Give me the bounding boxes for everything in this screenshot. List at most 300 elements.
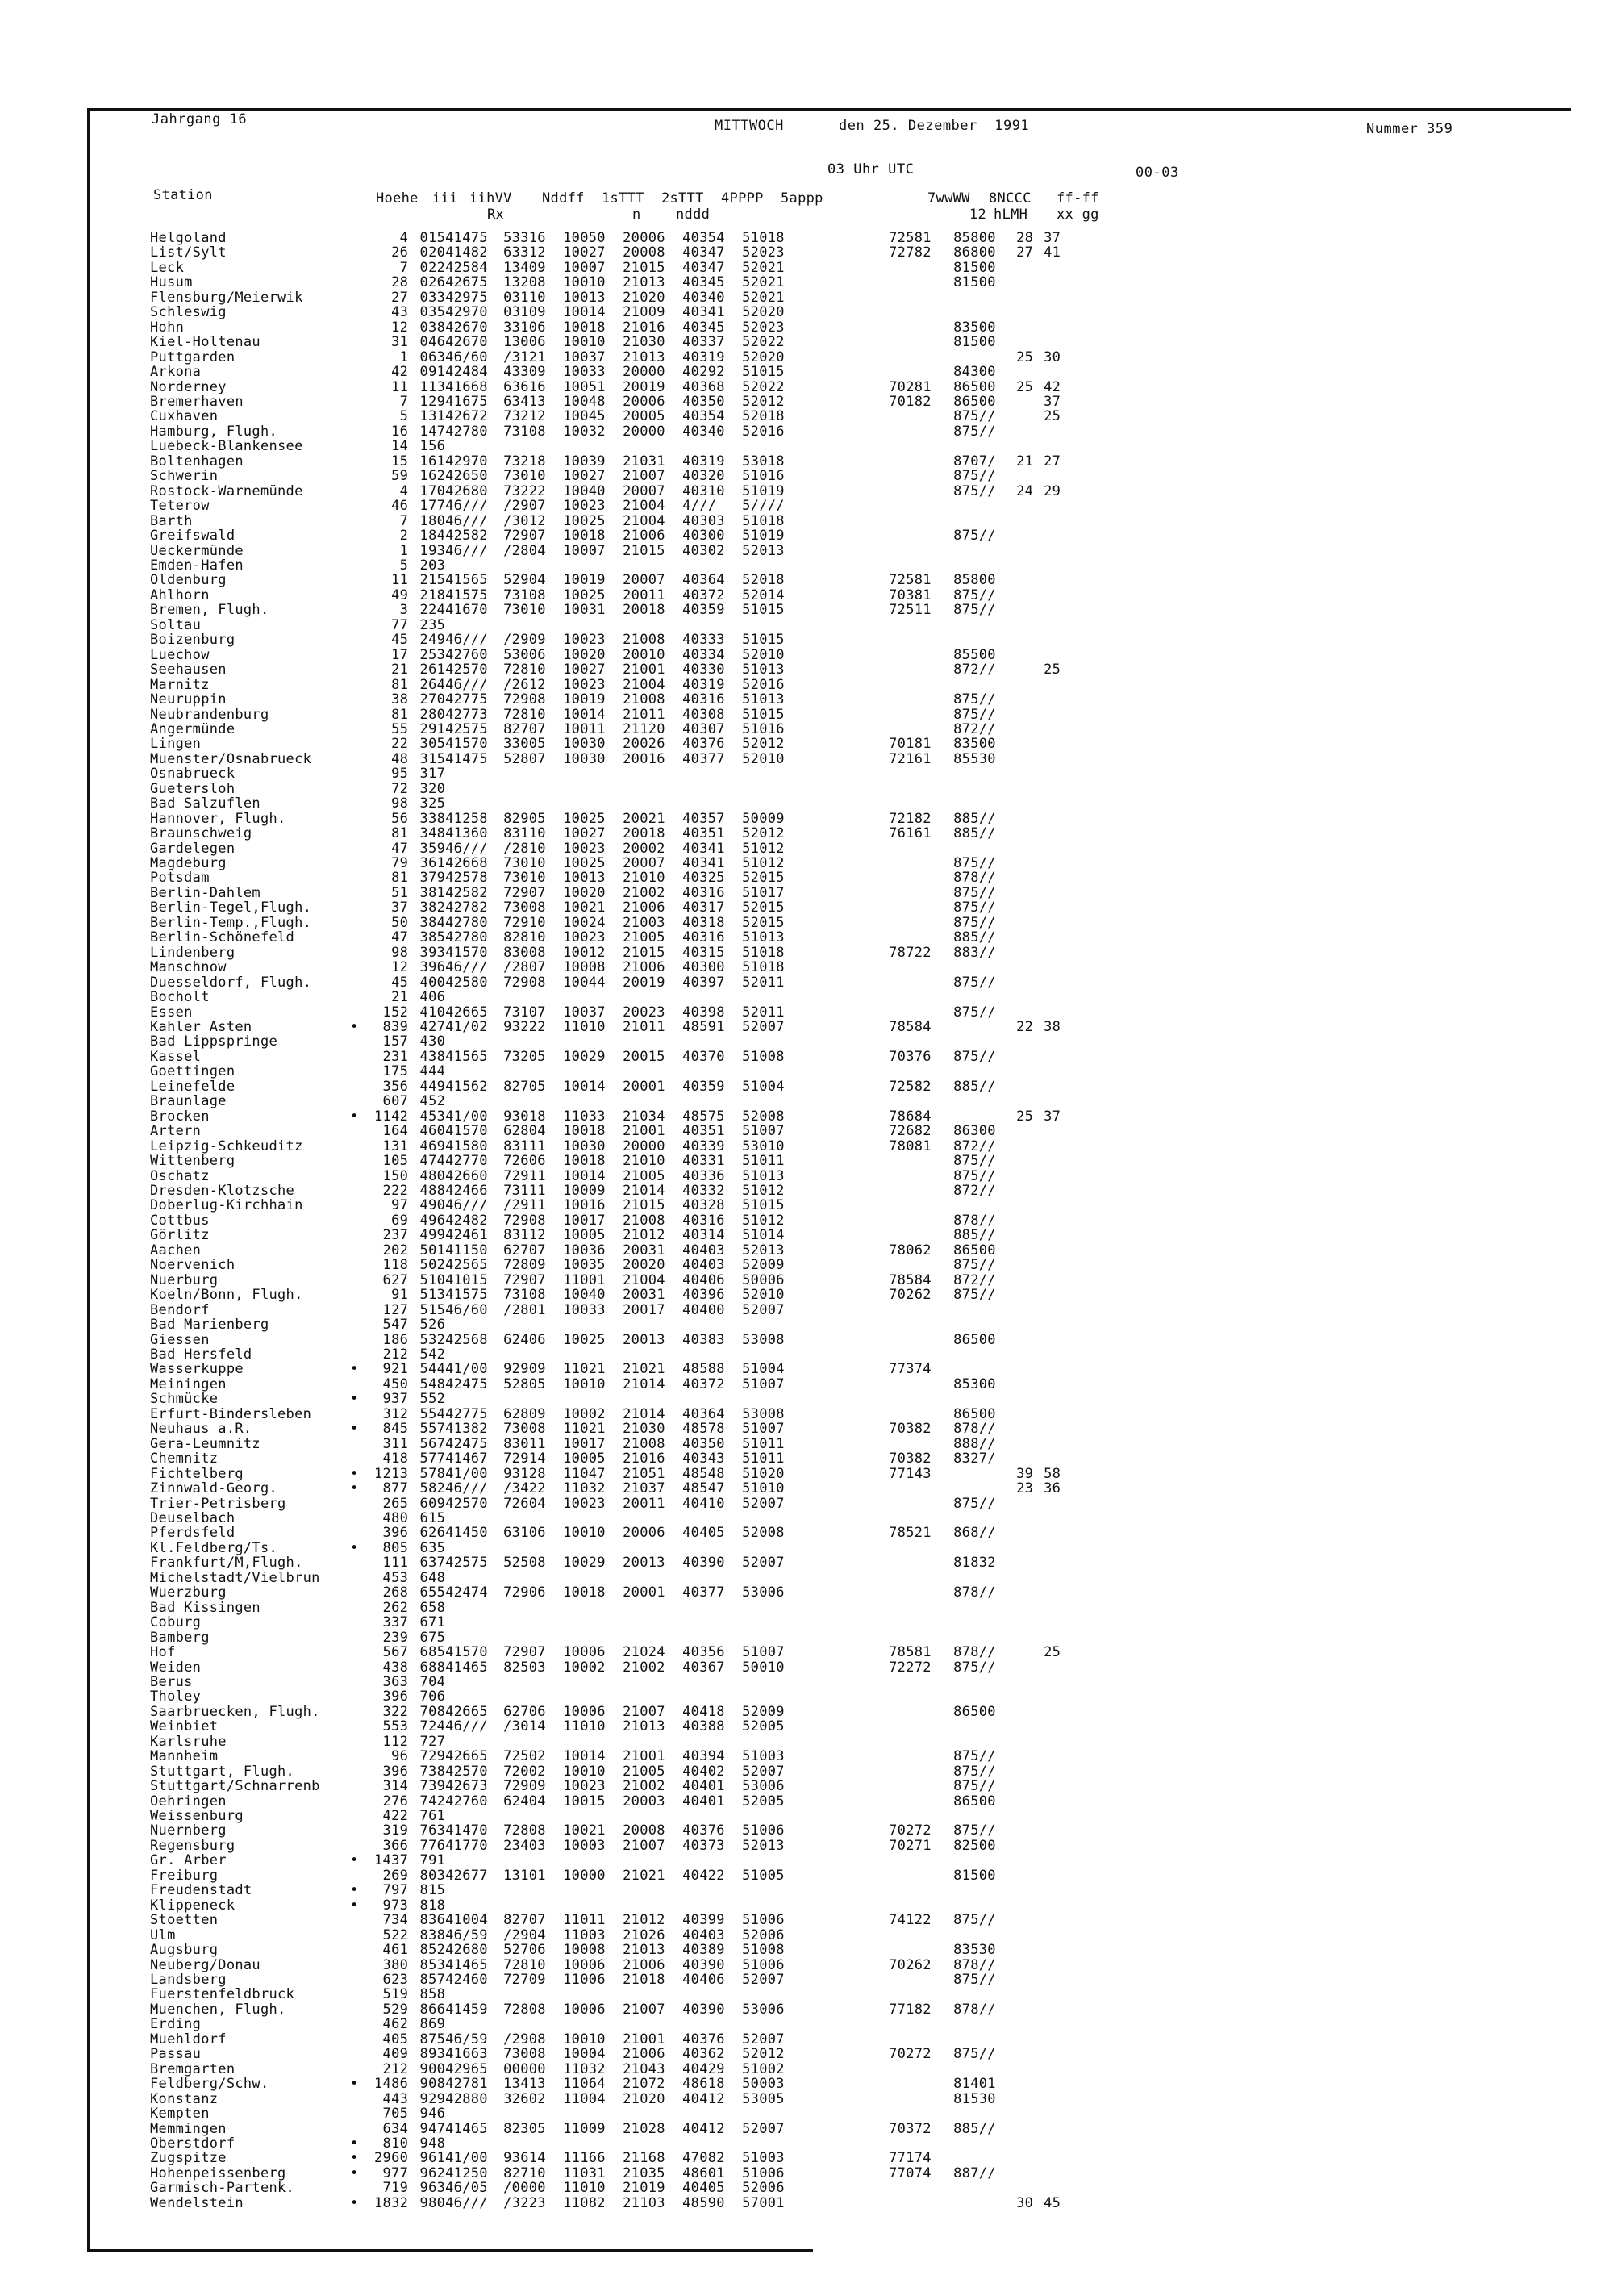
group-8nccc: 86500 <box>953 1703 996 1720</box>
station-index: 499 <box>419 1227 446 1244</box>
table-row <box>150 320 1071 335</box>
station-name: Boltenhagen <box>150 453 244 470</box>
group-7wwww: 78062 <box>889 1242 932 1259</box>
group-nddff: 83008 <box>503 944 546 961</box>
group-nddff: 52706 <box>503 1942 546 1959</box>
group-1sttt: 10010 <box>563 334 606 351</box>
column-spacer <box>802 930 889 945</box>
group-2sttt <box>623 990 682 1004</box>
group-ff-gust <box>1044 752 1071 766</box>
group-7wwww <box>889 290 953 305</box>
column-spacer <box>802 2196 889 2210</box>
column-spacer <box>802 870 889 885</box>
station-elevation: 453 <box>382 1569 409 1586</box>
column-spacer <box>802 469 889 483</box>
group-ff-gust <box>1044 1497 1071 1511</box>
group-7wwww <box>889 1898 953 1913</box>
group-1sttt: 11033 <box>563 1108 606 1125</box>
group-4pppp: 40302 <box>682 542 725 559</box>
group-ff-gust <box>1044 1511 1071 1526</box>
group-ff-max <box>1016 1407 1044 1421</box>
group-8nccc: 81832 <box>953 1555 996 1572</box>
station-name: Brocken <box>150 1108 210 1125</box>
group-ff-gust <box>1044 1913 1071 1927</box>
group-5appp: 57001 <box>742 2194 785 2211</box>
group-5appp <box>742 1809 802 1823</box>
group-2sttt <box>623 1615 682 1630</box>
group-7wwww: 70181 <box>889 736 932 753</box>
group-iihvv: 42570 <box>445 1495 488 1512</box>
group-7wwww: 78584 <box>889 1019 932 1036</box>
group-7wwww <box>889 1169 953 1183</box>
station-name: Bad Kissingen <box>150 1599 260 1616</box>
station-index: 035 <box>419 304 446 321</box>
group-ff-gust <box>1044 812 1071 826</box>
station-elevation: 11 <box>391 572 409 589</box>
group-ff-max <box>1016 2017 1044 2031</box>
station-index: 838 <box>419 1927 446 1943</box>
group-nddff: 72914 <box>503 1451 546 1467</box>
group-nddff: 72908 <box>503 1212 546 1229</box>
group-4pppp: 40351 <box>682 1123 725 1140</box>
group-2sttt: 20000 <box>623 1138 665 1154</box>
group-7wwww <box>889 900 953 915</box>
station-elevation: 237 <box>382 1227 409 1244</box>
group-2sttt <box>623 1883 682 1897</box>
table-row <box>150 1764 1071 1779</box>
station-index: 577 <box>419 1451 446 1467</box>
group-4pppp: 40303 <box>682 512 725 529</box>
mountain-station-marker <box>350 1407 374 1421</box>
group-ff-max <box>1016 2181 1044 2195</box>
station-name: Marnitz <box>150 676 210 693</box>
group-nddff: /2907 <box>503 498 546 515</box>
group-7wwww <box>889 2106 953 2121</box>
table-row <box>150 1511 1071 1526</box>
group-1sttt <box>563 1317 623 1332</box>
group-2sttt: 20007 <box>623 855 665 872</box>
mountain-station-marker <box>350 380 374 394</box>
station-elevation: 443 <box>382 2090 409 2107</box>
table-row <box>150 886 1071 900</box>
mountain-station-marker <box>350 1317 374 1332</box>
group-7wwww <box>889 1198 953 1213</box>
group-8nccc: 875// <box>953 706 996 723</box>
group-8nccc: 86300 <box>953 1123 996 1140</box>
group-ff-max <box>1016 1823 1044 1838</box>
group-nddff <box>503 766 563 781</box>
group-ff-max <box>1016 1705 1044 1719</box>
group-ff-gust <box>1044 1273 1071 1288</box>
group-ff-max <box>1016 1555 1044 1570</box>
group-nddff <box>503 1809 563 1823</box>
group-ff-gust <box>1044 1868 1071 1883</box>
group-4pppp: 48578 <box>682 1421 725 1438</box>
table-row <box>150 365 1071 379</box>
station-index: 609 <box>419 1495 446 1512</box>
station-name: Bad Lippspringe <box>150 1033 278 1050</box>
group-8nccc <box>953 1362 1016 1376</box>
group-iihvv: 42780 <box>445 929 488 946</box>
station-elevation: 311 <box>382 1435 409 1452</box>
group-1sttt: 10010 <box>563 1763 606 1780</box>
column-spacer <box>802 1139 889 1154</box>
group-nddff: 83011 <box>503 1435 546 1452</box>
column-spacer <box>802 2062 889 2077</box>
group-4pppp: 40330 <box>682 662 725 678</box>
table-row <box>150 424 1071 439</box>
station-index: 893 <box>419 2046 446 2063</box>
column-spacer <box>802 290 889 305</box>
station-name: Berlin-Dahlem <box>150 884 260 901</box>
group-ff-gust <box>1044 1198 1071 1213</box>
station-elevation: 627 <box>382 1271 409 1288</box>
group-ff-gust <box>1044 692 1071 707</box>
group-ff-max <box>1016 1660 1044 1675</box>
table-row <box>150 1615 1071 1630</box>
group-1sttt: 10030 <box>563 736 606 753</box>
group-ff-gust <box>1044 1094 1071 1108</box>
station-index: 761 <box>419 1808 446 1825</box>
group-iihvv: 42770 <box>445 1153 488 1170</box>
station-name: Helgoland <box>150 230 227 246</box>
station-name: Soltau <box>150 616 202 633</box>
table-row <box>150 782 1071 796</box>
station-name: Gera-Leumnitz <box>150 1435 260 1452</box>
group-ff-gust <box>1044 1034 1071 1049</box>
group-nddff: 82705 <box>503 1078 546 1095</box>
column-spacer <box>802 990 889 1004</box>
group-5appp: 51007 <box>742 1376 785 1392</box>
group-ff-gust <box>1044 1079 1071 1094</box>
group-nddff <box>503 558 563 573</box>
station-name: Passau <box>150 2046 202 2063</box>
table-row <box>150 1735 1071 1749</box>
table-row <box>150 1020 1071 1034</box>
group-ff-max <box>1016 573 1044 587</box>
group-4pppp: 40350 <box>682 393 725 410</box>
station-index: 671 <box>419 1614 446 1631</box>
table-row <box>150 1169 1071 1183</box>
group-1sttt: 10005 <box>563 1227 606 1244</box>
group-4pppp <box>682 1987 742 2002</box>
group-ff-max <box>1016 722 1044 737</box>
group-iihvv: 42565 <box>445 1257 488 1274</box>
station-elevation: 12 <box>391 319 409 336</box>
group-iihvv: 42780 <box>445 423 488 440</box>
group-8nccc: 86500 <box>953 378 996 395</box>
station-elevation: 45 <box>391 632 409 649</box>
group-7wwww <box>889 365 953 379</box>
group-5appp: 51015 <box>742 602 785 619</box>
group-ff-gust <box>1044 1541 1071 1555</box>
group-1sttt: 10033 <box>563 364 606 381</box>
station-elevation: 16 <box>391 423 409 440</box>
group-ff-gust: 30 <box>1044 349 1061 365</box>
group-1sttt: 10014 <box>563 706 606 723</box>
group-8nccc: 872// <box>953 1183 996 1199</box>
group-iihvv: 42677 <box>445 1867 488 1884</box>
group-4pppp: 40362 <box>682 2046 725 2063</box>
table-row <box>150 1154 1071 1168</box>
group-ff-gust <box>1044 960 1071 975</box>
group-7wwww <box>889 409 953 424</box>
group-2sttt: 21011 <box>623 706 665 723</box>
group-iihvv: 42780 <box>445 914 488 931</box>
station-index: 548 <box>419 1376 446 1392</box>
station-elevation: 79 <box>391 855 409 872</box>
station-index: 184 <box>419 528 446 545</box>
station-elevation: 380 <box>382 1956 409 1973</box>
group-nddff: 72709 <box>503 1972 546 1989</box>
station-name: Ulm <box>150 1927 176 1943</box>
group-ff-gust <box>1044 870 1071 885</box>
group-iihvv <box>445 1853 503 1868</box>
group-ff-max <box>1016 1541 1044 1555</box>
station-name: Zugspitze <box>150 2150 227 2167</box>
group-ff-max <box>1016 2166 1044 2181</box>
group-1sttt <box>563 1571 623 1585</box>
station-index: 162 <box>419 468 446 485</box>
group-ff-gust <box>1044 1958 1071 1972</box>
column-spacer <box>802 528 889 543</box>
column-spacer <box>802 2092 889 2106</box>
group-2sttt: 20016 <box>623 750 665 767</box>
station-name: Lingen <box>150 736 202 753</box>
group-iihvv <box>445 2106 503 2121</box>
group-1sttt <box>563 1735 623 1749</box>
group-2sttt: 21037 <box>623 1480 665 1497</box>
group-ff-gust <box>1044 2136 1071 2151</box>
group-7wwww <box>889 1094 953 1108</box>
mountain-station-marker <box>350 662 374 677</box>
group-ff-gust <box>1044 2151 1071 2165</box>
group-iihvv <box>445 1898 503 1913</box>
group-5appp <box>742 1883 802 1897</box>
group-nddff <box>503 1571 563 1585</box>
mountain-station-marker: • <box>350 1897 359 1914</box>
group-1sttt: 10014 <box>563 1078 606 1095</box>
group-nddff: 62804 <box>503 1123 546 1140</box>
station-elevation: 422 <box>382 1808 409 1825</box>
group-1sttt: 10018 <box>563 1584 606 1601</box>
group-4pppp: 40341 <box>682 840 725 857</box>
group-2sttt: 21168 <box>623 2150 665 2167</box>
table-row <box>150 1601 1071 1615</box>
table-row <box>150 946 1071 960</box>
group-ff-gust <box>1044 1630 1071 1645</box>
station-name: Berlin-Schönefeld <box>150 929 295 946</box>
group-ff-gust <box>1044 1585 1071 1600</box>
group-8nccc: 86500 <box>953 1242 996 1259</box>
group-ff-gust <box>1044 1421 1071 1436</box>
column-spacer <box>802 558 889 573</box>
station-index: 325 <box>419 795 446 812</box>
group-5appp <box>742 1689 802 1704</box>
group-nddff: 93128 <box>503 1465 546 1482</box>
group-2sttt: 20010 <box>623 646 665 663</box>
group-5appp: 51003 <box>742 1748 785 1765</box>
mountain-station-marker <box>350 603 374 617</box>
station-elevation: 438 <box>382 1659 409 1676</box>
group-1sttt: 11011 <box>563 1912 606 1929</box>
group-1sttt: 10002 <box>563 1405 606 1422</box>
group-nddff: 73222 <box>503 482 546 499</box>
table-row <box>150 1809 1071 1823</box>
station-name: Fuerstenfeldbruck <box>150 1986 295 2003</box>
station-elevation: 363 <box>382 1673 409 1690</box>
col-nddff: Nddff <box>542 190 585 207</box>
station-elevation: 265 <box>382 1495 409 1512</box>
mountain-station-marker <box>350 394 374 409</box>
group-2sttt: 21051 <box>623 1465 665 1482</box>
group-1sttt: 10051 <box>563 378 606 395</box>
table-row <box>150 1392 1071 1406</box>
table-row <box>150 826 1071 841</box>
group-7wwww <box>889 2032 953 2047</box>
mountain-station-marker <box>350 1645 374 1659</box>
group-1sttt: 11047 <box>563 1465 606 1482</box>
column-spacer <box>802 1660 889 1675</box>
station-elevation: 607 <box>382 1093 409 1110</box>
mountain-station-marker <box>350 1839 374 1853</box>
group-nddff: 73008 <box>503 900 546 916</box>
group-8nccc <box>953 2017 1016 2031</box>
group-2sttt: 21014 <box>623 1183 665 1199</box>
group-4pppp: 40356 <box>682 1644 725 1661</box>
group-ff-max <box>1016 1362 1044 1376</box>
group-iihvv: 41/00 <box>445 1108 488 1125</box>
group-nddff: 93614 <box>503 2150 546 2167</box>
station-index: 763 <box>419 1822 446 1839</box>
group-4pppp: 40359 <box>682 602 725 619</box>
station-index: 193 <box>419 542 446 559</box>
mountain-station-marker <box>350 558 374 573</box>
group-2sttt <box>623 2017 682 2031</box>
station-observations-table <box>150 231 1071 2210</box>
group-ff-gust <box>1044 1064 1071 1079</box>
group-iihvv: 42584 <box>445 259 488 276</box>
station-elevation: 12 <box>391 959 409 976</box>
frame-left-rule <box>87 108 90 2251</box>
station-elevation: 98 <box>391 795 409 812</box>
table-row <box>150 1362 1071 1376</box>
column-spacer <box>802 766 889 781</box>
group-ff-max <box>1016 930 1044 945</box>
table-row <box>150 930 1071 945</box>
table-row <box>150 618 1071 632</box>
group-7wwww: 72272 <box>889 1659 932 1676</box>
station-elevation: 239 <box>382 1629 409 1646</box>
group-ff-gust <box>1044 275 1071 290</box>
group-7wwww <box>889 1377 953 1392</box>
group-8nccc <box>953 1109 1016 1124</box>
col-4pppp: 4PPPP <box>721 190 764 207</box>
group-1sttt: 11010 <box>563 2180 606 2197</box>
group-ff-gust <box>1044 1526 1071 1540</box>
table-row <box>150 1451 1071 1466</box>
station-index: 836 <box>419 1912 446 1929</box>
group-ff-gust <box>1044 708 1071 722</box>
group-7wwww <box>889 1317 953 1332</box>
table-row <box>150 1183 1071 1198</box>
group-ff-max <box>1016 1317 1044 1332</box>
group-7wwww <box>889 1407 953 1421</box>
group-nddff: 83112 <box>503 1227 546 1244</box>
table-row <box>150 960 1071 975</box>
group-nddff: 93222 <box>503 1019 546 1036</box>
group-ff-gust <box>1044 1317 1071 1332</box>
group-1sttt: 10018 <box>563 319 606 336</box>
mountain-station-marker <box>350 1258 374 1272</box>
table-row <box>150 708 1071 722</box>
table-row <box>150 2002 1071 2017</box>
mountain-station-marker: • <box>350 1882 359 1899</box>
mountain-station-marker <box>350 1913 374 1927</box>
table-row <box>150 1571 1071 1585</box>
col-2sttt-sub: nddd <box>676 207 711 223</box>
group-ff-max <box>1016 2062 1044 2077</box>
station-elevation: 81 <box>391 870 409 887</box>
mountain-station-marker <box>350 930 374 945</box>
column-spacer <box>802 1273 889 1288</box>
group-8nccc <box>953 544 1016 558</box>
group-1sttt <box>563 1853 623 1868</box>
column-spacer <box>802 1987 889 2002</box>
group-5appp: 51019 <box>742 482 785 499</box>
group-ff-max: 23 <box>1016 1480 1034 1497</box>
group-4pppp: 40390 <box>682 2001 725 2018</box>
station-name: Kl.Feldberg/Ts. <box>150 1539 278 1556</box>
group-1sttt: 10021 <box>563 1822 606 1839</box>
group-iihvv: 42461 <box>445 1227 488 1244</box>
station-name: Pferdsfeld <box>150 1525 235 1542</box>
group-5appp: 52016 <box>742 676 785 693</box>
group-nddff <box>503 2017 563 2031</box>
group-ff-gust <box>1044 1451 1071 1466</box>
station-index: 727 <box>419 1733 446 1750</box>
group-1sttt: 10021 <box>563 900 606 916</box>
group-2sttt <box>623 1541 682 1555</box>
group-1sttt: 10025 <box>563 810 606 827</box>
mountain-station-marker: • <box>350 2194 359 2211</box>
group-4pppp: 40402 <box>682 1763 725 1780</box>
column-spacer <box>802 1377 889 1392</box>
mountain-station-marker <box>350 1779 374 1793</box>
station-index: 438 <box>419 1048 446 1065</box>
station-name: Freiburg <box>150 1867 219 1884</box>
table-row <box>150 856 1071 870</box>
group-4pppp: 40376 <box>682 2031 725 2048</box>
group-nddff: 72907 <box>503 884 546 901</box>
station-name: Feldberg/Schw. <box>150 2076 269 2093</box>
group-8nccc: 878// <box>953 2001 996 2018</box>
group-7wwww: 78081 <box>889 1138 932 1154</box>
col-iihvv-sub: Rx <box>487 207 505 223</box>
station-index: 962 <box>419 2165 446 2181</box>
column-spacer <box>802 439 889 453</box>
station-name: Stuttgart, Flugh. <box>150 1763 295 1780</box>
group-5appp <box>742 2106 802 2121</box>
station-index: 235 <box>419 616 446 633</box>
group-iihvv: 46/// <box>445 959 488 976</box>
table-row <box>150 1317 1071 1332</box>
mountain-station-marker <box>350 499 374 513</box>
group-8nccc: 875// <box>953 1822 996 1839</box>
table-row <box>150 1689 1071 1704</box>
station-elevation: 72 <box>391 780 409 797</box>
group-iihvv: 42475 <box>445 1376 488 1392</box>
